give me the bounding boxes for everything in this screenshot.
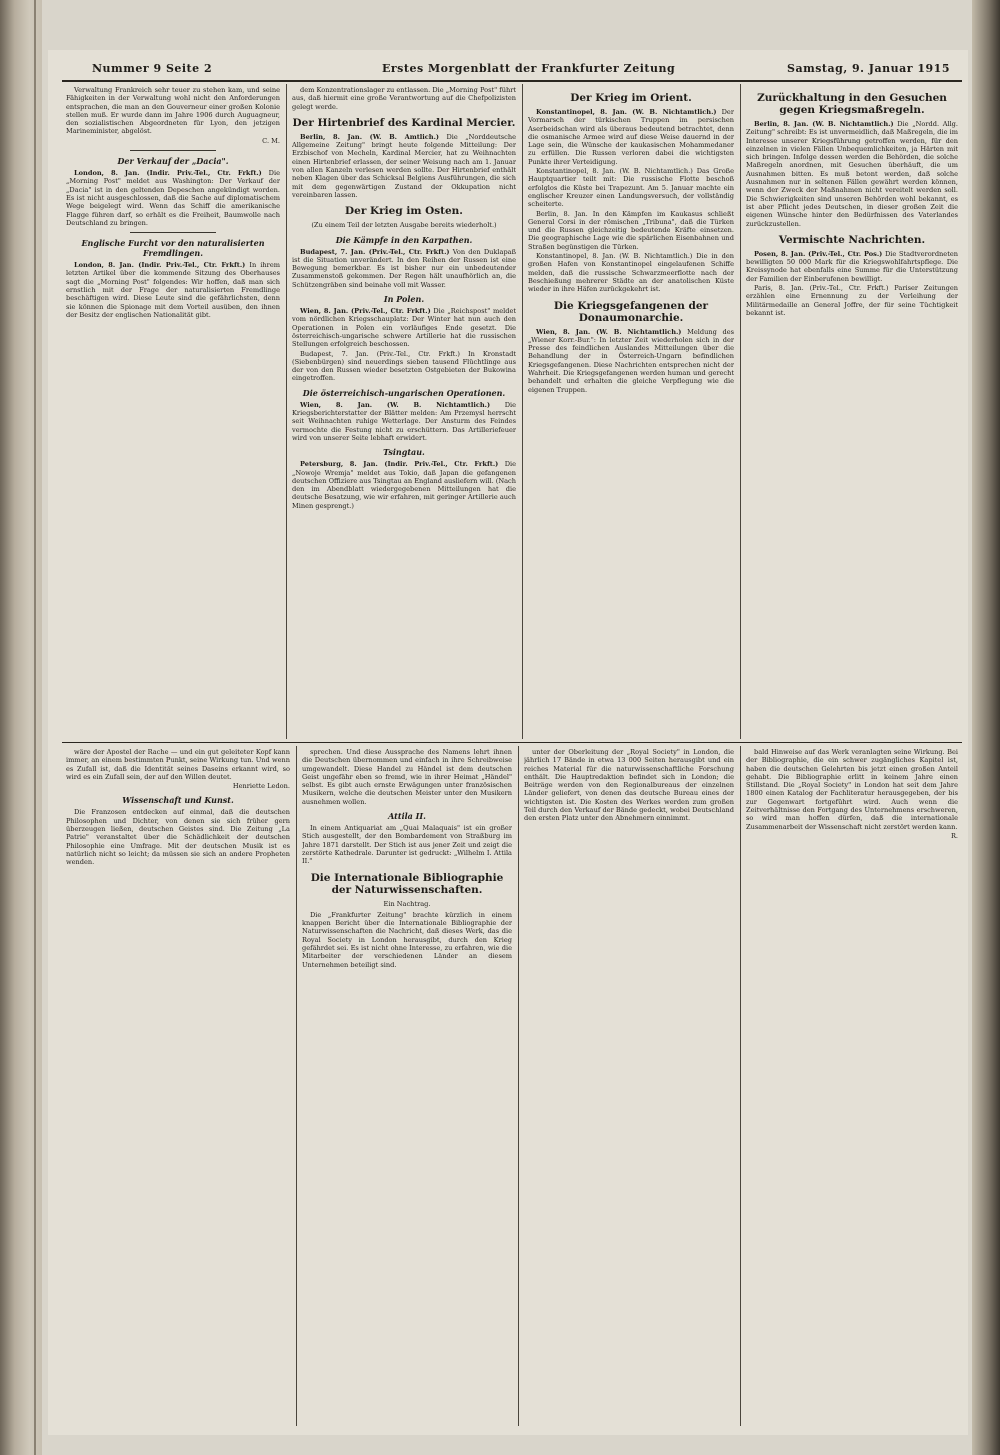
book-binding <box>0 0 42 1455</box>
column-rule <box>740 746 741 1426</box>
column-rule <box>286 84 287 739</box>
dateline: Petersburg, 8. Jan. (Indir. Priv.-Tel., Ctr. Frkft.) <box>300 460 499 469</box>
headline-tsingtau: Tsingtau. <box>383 447 425 458</box>
headline-vermischte: Vermischte Nachrichten. <box>778 233 926 246</box>
article-text: Der Vormarsch der türkischen Truppen im persischen Aserbeidschan wird als überaus bedeutend betrachtet, denn die osmanische Armee wird auf diese Weise dauernd in der Lage sein, die Wünsche der kaukasischen Mohammedaner zu erfüllen. Die Russen verloren dabei die wichtigsten Punkte ihrer Verteidigung. <box>528 108 734 166</box>
article-text: Budapest, 7. Jan. (Priv.-Tel., Ctr. Frkft.) In Kronstadt (Siebenbürgen) sind neuerdings sieben tausend Flüchtlinge aus der von den Russen wieder besetzten Ostgebieten der Bukowina eingetroffen. <box>292 349 516 383</box>
article-text: In ihrem letzten Artikel über die kommende Sitzung des Oberhauses sagt die „Morning Post" folgendes: Wir hoffen, daß man sich ernstlich mit der Frage der naturalisierten Fremdlinge beschäftigen wird. Diese Leute sind die gefährlichsten, denn sie können die Spionage mit dem Vorteil ausüben, den ihnen der Besitz der englischen Nationalität gibt. <box>66 261 280 319</box>
article-text: Von den Duklapaß ist die Situation unverändert. In den Reihen der Russen ist eine Bewegung bemerkbar. Es ist bisher nur ein unbedeutender Zusammenstoß gekommen. Der Regen hält unaufhörlich an, die Schützengräben sind beinahe voll mit Wasser. <box>292 247 516 289</box>
headline-karpathen: Die Kämpfe in den Karpathen. <box>335 234 473 245</box>
headline-bibliographie: Die Internationale Bibliographie der Naturwissenschaften. <box>310 871 504 896</box>
dateline: Berlin, 8. Jan. (W. B. Amtlich.) <box>300 132 440 141</box>
headline-wissenschaft: Wissenschaft und Kunst. <box>122 795 234 806</box>
column-2 <box>292 86 516 738</box>
article-text: In einem Antiquariat am „Quai Malaquais" ist ein großer Stich ausgestellt, der den Bombardement von Straßburg im Jahre 1871 darstellt. Der Stich ist aus jener Zeit und zeigt die zerstörte Kathedrale. Darunter ist gedruckt: „Wilhelm I. Attila II." <box>302 824 512 866</box>
article-text: Die Stadtverordneten bewilligten 50 000 Mark für die Kriegswohlfahrtspflege. Die Kreissynode hat ebenfalls eine Summe für die Unterstützung der Familien der Einberufenen bewilligt. <box>746 249 958 283</box>
column-rule <box>522 84 523 739</box>
column-1 <box>66 86 280 738</box>
dateline: London, 8. Jan. (Indir. Priv.-Tel., Ctr. Frkft.) <box>74 261 246 270</box>
headline-attila: Attila II. <box>388 811 426 822</box>
dateline: Wien, 8. Jan. (Priv.-Tel., Ctr. Frkft.) <box>300 307 431 316</box>
feuilleton-column-4 <box>746 748 958 1424</box>
headline-fremdlinge: Englische Furcht vor den naturalisierten Fremdlingen. <box>81 238 265 259</box>
feuilleton-column-3 <box>524 748 734 1424</box>
column-4 <box>746 86 958 738</box>
article-text: dem Konzentrationslager zu entlassen. Die „Morning Post" führt aus, daß hiermit eine große Verantwortung auf die Chefpolizisten gelegt werde. <box>292 86 516 111</box>
dateline: Budapest, 7. Jan. (Priv.-Tel., Ctr. Frkft.) <box>300 247 450 256</box>
article-text: Berlin, 8. Jan. In den Kämpfen im Kaukasus schließt General Corsi in der römischen „Tribuna", daß die Türken und die Russen gleichzeitig bedeutende Kräfte einsetzen. Die geographische Lage wie die spärlichen Eisenbahnen und Straßen begünstigen die Türken. <box>528 209 734 251</box>
article-text: Die „Morning Post" meldet aus Washington: Der Verkauf der „Dacia" ist in den geltenden Depeschen angekündigt worden. Es ist nicht ausgeschlossen, daß die Sache auf diplomatischem Wege beigelegt wird. Wenn das Schiff die amerikanische Flagge führen darf, so erhält es die Freiheit, Baumwolle nach Deutschland zu bringen. <box>66 169 280 227</box>
subheading: (Zu einem Teil der letzten Ausgabe bereits wiederholt.) <box>311 221 497 230</box>
article-text: Paris, 8. Jan. (Priv.-Tel., Ctr. Frkft.) Pariser Zeitungen erzählen eine Ernennung zu der Verleihung der Militärmedaille an General Joffre, der für seine Tüchtigkeit bekannt ist. <box>746 284 958 317</box>
dateline: Wien, 8. Jan. (W. B. Nichtamtlich.) <box>536 327 682 336</box>
article-text: Die „Nowoje Wremja" meldet aus Tokio, daß Japan die gefangenen deutschen Offiziere aus Tsingtau an England ausliefern will. (Nach den im Abendblatt wiedergegebenen Mitteilungen hat die deutsche Besatzung, wie wir erfahren, mit geringer Artillerie auch Minen gesprengt.) <box>292 460 516 510</box>
article-text: Konstantinopel, 8. Jan. (W. B. Nichtamtlich.) Die in den großen Hafen von Konstantinopel eingelaufenen Schiffe melden, daß die russische Schwarzmeerflotte nach der Beschießung mehrerer Städte an der anatolischen Küste wieder in ihre Häfen zurückgekehrt ist. <box>528 252 734 294</box>
dateline: Wien, 8. Jan. (W. B. Nichtamtlich.) <box>300 400 491 409</box>
article-text: Die Franzosen entdecken auf einmal, daß die deutschen Philosophen und Dichter, von denen sie sich früher gern überzeugen ließen, deutschen Geistes sind. Die Zeitung „La Patrie" veranstaltet über die Schädlichkeit der deutschen Philosophie eine Umfrage. Mit der deutschen Musik ist es natürlich nicht so leicht; da müssen sie sich an andere Propheten wenden. <box>66 808 290 867</box>
signature: R. <box>950 831 958 840</box>
column-rule <box>518 746 519 1426</box>
column-3 <box>528 86 734 738</box>
headline-zurueckhaltung: Zurückhaltung in den Gesuchen gegen Kriegsmaßregeln. <box>757 92 947 116</box>
article-text: Konstantinopel, 8. Jan. (W. B. Nichtamtlich.) Das Große Hauptquartier teilt mit: Die russische Flotte beschoß erfolglos die Küste bei Trapezunt. Am 5. Januar machte ein englischer Kreuzer einen Landungsversuch, der vollständig scheiterte. <box>528 167 734 209</box>
separator <box>130 232 216 233</box>
dateline: Konstantinopel, 8. Jan. (W. B. Nichtamtlich.) <box>536 108 717 116</box>
article-text: Meldung des „Wiener Korr.-Bur.": In letzter Zeit wiederholen sich in der Presse des feindlichen Auslandes Mitteilungen über die Behandlung der in Österreich-Ungarn befindlichen Kriegsgefangenen. Diese Nachrichten entsprechen nicht der Wahrheit. Die Kriegsgefangenen werden human und gerecht behandelt und erhalten die gleiche Verpflegung wie die eigenen Truppen. <box>528 327 734 394</box>
article-text: wäre der Apostel der Rache — und ein gut geleiteter Kopf kann immer, an einem bestimmten Punkt, seine Wirkung tun. Und wenn es Zufall ist, daß die Identität seines Daseins erkannt wird, so wird es ein Zufall sein, der auf den Willen deutet. <box>66 748 290 781</box>
feuilleton-column-1 <box>66 748 290 1424</box>
signature: C. M. <box>262 136 280 145</box>
folio-line <box>62 62 962 78</box>
newspaper-name: Erstes Morgenblatt der Frankfurter Zeitung <box>382 62 676 75</box>
issue-date: Samstag, 9. Januar 1915 <box>787 62 950 75</box>
article-text: Die „Reichspost" meldet vom nördlichen Kriegsschauplatz: Der Winter hat nun auch den Operationen in Polen ein vorläufiges Ende gesetzt. Die österreichisch-ungarische schwere Artillerie hat die russischen Stellungen erfolgreich beschossen. <box>292 307 516 349</box>
article-text: bald Hinweise auf das Werk veranlagten seine Wirkung. Bei der Bibliographie, die ein schwer zugängliches Kapitel ist, haben die deutschen Gelehrten bis jetzt einen großen Anteil gehabt. Die Bibliographie erlitt in keinem Jahre einen Stillstand. Die „Royal Society" in London hat seit dem Jahre 1800 einen Katalog der Fachliteratur herausgegeben, der bis zur Gegenwart fortgeführt wird. Auch wenn die Zeitverhältnisse den Fortgang des Unternehmens erschweren, so wird man hoffen dürfen, daß die internationale Zusammenarbeit der Wissenschaft nicht zerstört werden kann. <box>746 748 958 831</box>
column-rule <box>296 746 297 1426</box>
feuilleton-column-2 <box>302 748 512 1424</box>
column-rule <box>740 84 741 739</box>
article-text: sprechen. Und diese Aussprache des Namens lehrt ihnen die Deutschen übernommen und einfach in ihre Schreibweise umgewandelt. Diese Handel zu Händel ist dem deutschen Geist ungefähr eben so fremd, wie in ihrer Heimat „Händel" selbst. Es gibt auch ernste Erwägungen unter französischen Musikern, welche die deutschen Meister unter den Musikern ausnehmen wollen. <box>302 748 512 806</box>
article-text: Die „Nordd. Allg. Zeitung" schreibt: Es ist unvermeidlich, daß Maßregeln, die im Interesse unserer Kriegsführung getroffen werden, für den einzelnen in vielen Fällen Unbequemlichkeiten, ja Härten mit sich bringen. Infolge dessen werden die Behörden, die solche Maßregeln anordnen, mit Gesuchen überhäuft, die um Ausnahmen bitten. Es muß betont werden, daß solche Ausnahmen nur in seltenen Fällen gewährt werden können, wenn der Zweck der Maßnahmen nicht vereitelt werden soll. Die Schwierigkeiten sind unseren Behörden wohl bekannt, es ist aber Pflicht jedes Deutschen, in dieser großen Zeit die eigenen Wünsche hinter den Bedürfnissen des Vaterlandes zurückzustellen. <box>746 120 958 228</box>
headline-gefangene: Die Kriegsgefangenen der Donaumonarchie. <box>553 299 709 324</box>
headline-orient: Der Krieg im Orient. <box>570 92 692 104</box>
headline-operationen: Die österreichisch-ungarischen Operationen. <box>302 387 506 398</box>
article-text: Die Kriegsberichterstatter der Blätter melden: Am Przemysl herrscht seit Weihnachten ruhige Wetterlage. Der Ansturm des Feindes vermochte die Festung nicht zu erschüttern. Das Artilleriefeuer wird von unserer Seite lebhaft erwidert. <box>292 400 516 442</box>
feuilleton-rule <box>62 742 962 743</box>
article-text: Die „Norddeutsche Allgemeine Zeitung" bringt heute folgende Mitteilung: Der Erzbischof von Mecheln, Kardinal Mercier, hat zu Weihnachten einen Hirtenbrief erlassen, der seiner Weisung nach am 1. Januar von allen Kanzeln verlesen werden sollte. Der Hirtenbrief enthält neben Klagen über das Schicksal Belgiens Ausführungen, die sich mit dem gegenwärtigen Zustand der Okkupation nicht vereinbaren lassen. <box>292 132 516 199</box>
dateline: Berlin, 8. Jan. (W. B. Nichtamtlich.) <box>754 120 894 128</box>
headline-mercier: Der Hirtenbrief des Kardinal Mercier. <box>292 116 516 129</box>
signature: Henriette Ledon. <box>232 782 290 791</box>
separator <box>130 150 216 151</box>
subheading: Ein Nachtrag. <box>383 899 431 908</box>
headline-osten: Der Krieg im Osten. <box>345 205 463 218</box>
article-text: Die „Frankfurter Zeitung" brachte kürzlich in einem knappen Bericht über die Internationale Bibliographie der Naturwissenschaften die Nachricht, daß dieses Werk, das die Royal Society in London herausgibt, durch den Krieg gefährdet sei. Es ist nicht ohne Interesse, zu erfahren, wie die Mitarbeiter der verschiedenen Länder an diesem Unternehmen beteiligt sind. <box>302 910 512 969</box>
article-text: Verwaltung Frankreich sehr teuer zu stehen kam, und seine Fähigkeiten in der Verwaltung wohl nicht den Anforderungen entsprachen, die man an den Gouverneur einer großen Kolonie stellen muß. Er wurde dann im Jahre 1906 durch Auguagneur, den sozialistischen Abgeordneten für Lyon, den jetzigen Marineminister, abgelöst. <box>66 86 280 136</box>
article-text: unter der Oberleitung der „Royal Society" in London, die jährlich 17 Bände in etwa 13 000 Seiten herausgibt und ein reiches Material für die naturwissenschaftliche Forschung enthält. Die Hauptredaktion befindet sich in London; die Beiträge werden von den Regionalbureaus der einzelnen Länder geliefert, von denen das deutsche Bureau eines der wichtigsten ist. Die Kosten des Werkes werden zum großen Teil durch den Verkauf der Bände gedeckt, wobei Deutschland den ersten Platz unter den Abnehmern einnimmt. <box>524 748 734 823</box>
dateline: Posen, 8. Jan. (Priv.-Tel., Ctr. Pos.) <box>754 249 883 258</box>
headline-polen: In Polen. <box>383 294 425 305</box>
headline-dacia: Der Verkauf der „Dacia". <box>117 156 229 167</box>
page-edge <box>972 0 1000 1455</box>
dateline: London, 8. Jan. (Indir. Priv.-Tel., Ctr. Frkft.) <box>74 169 262 178</box>
masthead-rule <box>62 80 962 82</box>
folio-number: Nummer 9 Seite 2 <box>92 62 213 75</box>
